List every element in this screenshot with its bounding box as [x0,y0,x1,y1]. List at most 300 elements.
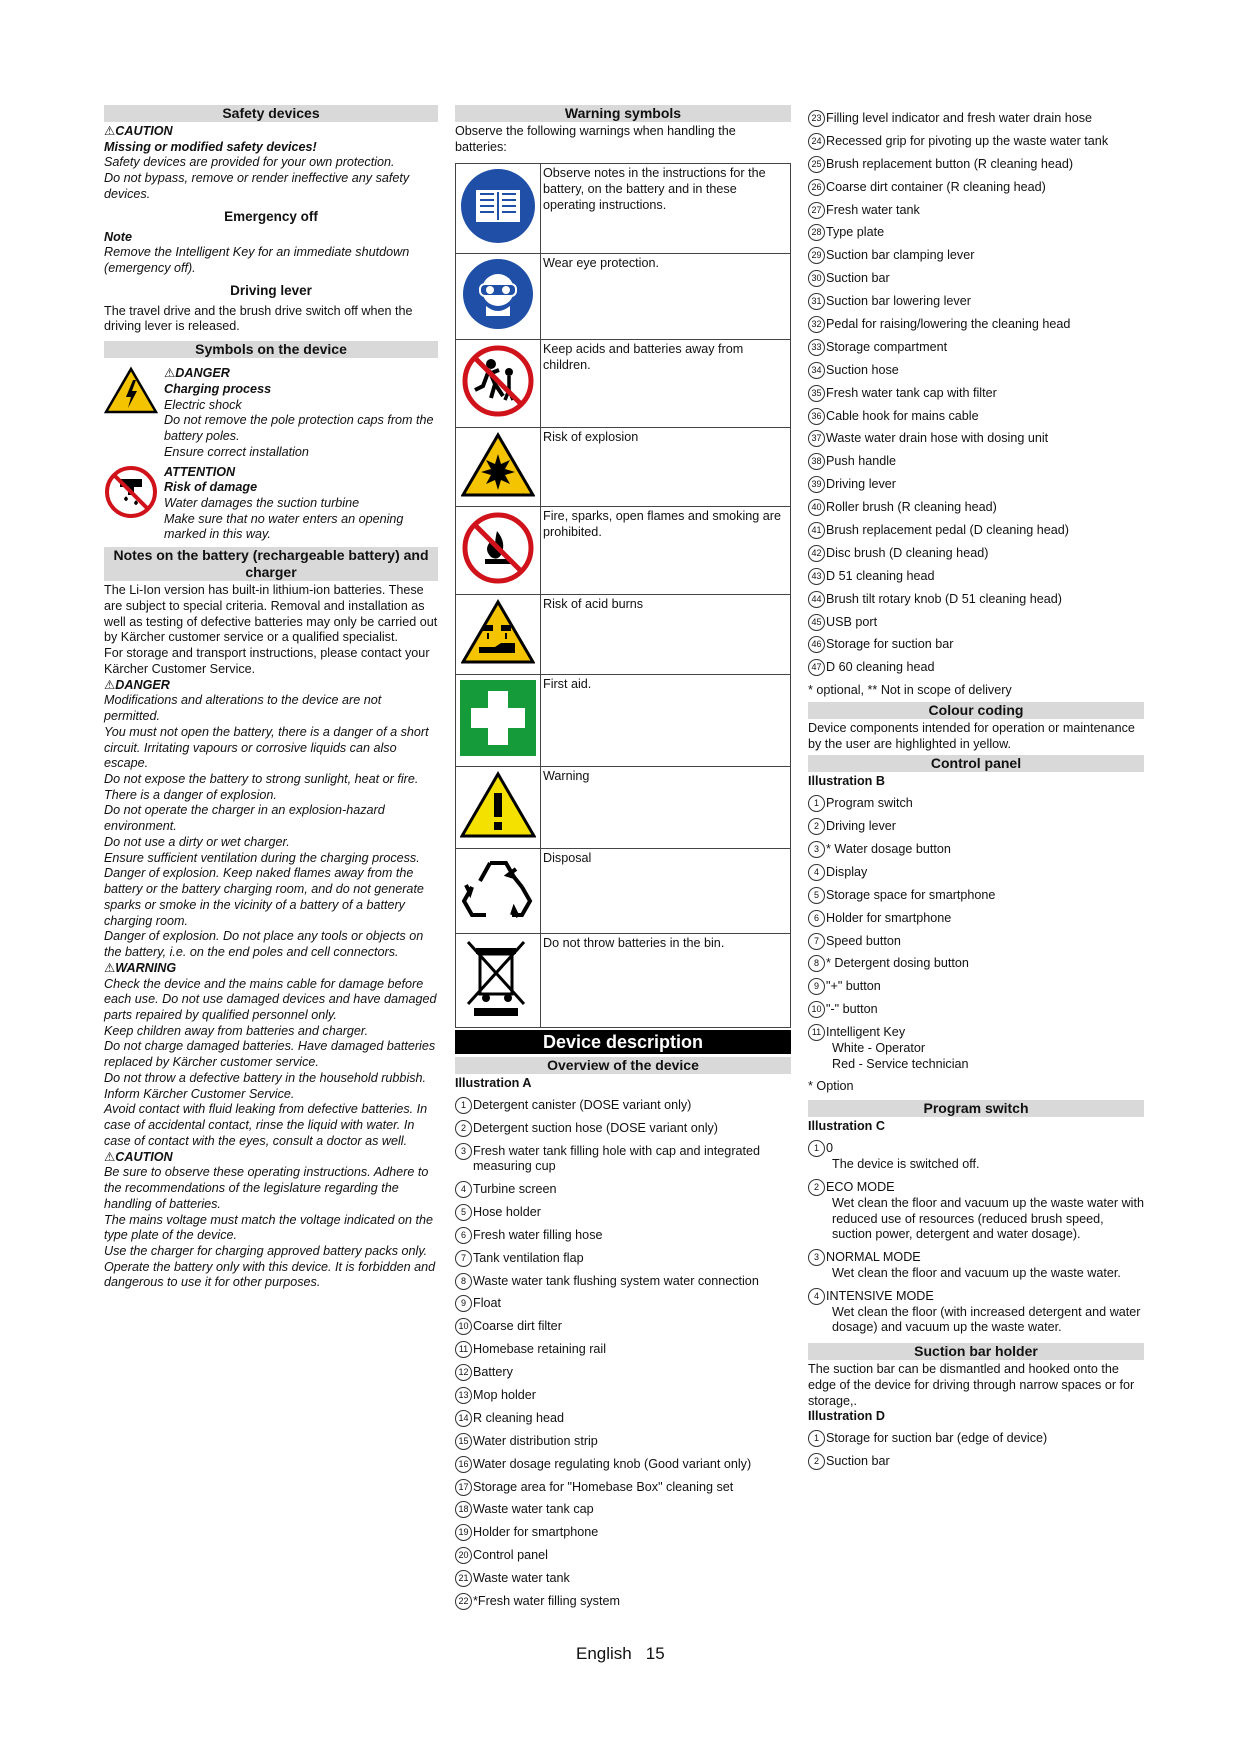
warning-icon [456,766,541,848]
caution2-line: Be sure to observe these operating instructions. Adhere to the recommendations of the legislature regarding the handling of batteries. [104,1165,429,1211]
list-item [455,1457,791,1473]
callout-number: 27 [808,202,825,219]
warning-text: Observe notes in the instructions for the battery, on the battery and in these operating instructions. [541,164,791,254]
callout-number: 28 [808,224,825,241]
list-item-label: Float [473,1296,501,1311]
callout-number: 12 [455,1364,472,1381]
callout-number: 46 [808,636,825,653]
danger-symbol-block [104,366,438,460]
list-item [808,225,1144,241]
list-item [455,1144,791,1175]
list-item-label: Water distribution strip [473,1433,598,1448]
callout-number: 4 [455,1181,472,1198]
list-item [455,1121,791,1137]
list-item [455,1296,791,1312]
list-item-label: 0 [826,1141,834,1156]
page-footer [576,1643,679,1664]
danger2-line: Do not expose the battery to strong sunlight, heat or fire. There is a danger of explosion. [104,771,419,802]
section-header-control-panel: Control panel [808,755,1144,772]
callout-number: 3 [455,1143,472,1160]
list-item-label: D 51 cleaning head [826,568,935,583]
list-item [808,796,1144,812]
list-item-label: Waste water tank [473,1571,570,1586]
list-item [808,569,1144,585]
callout-number: 2 [808,1453,825,1470]
list-item [455,1098,791,1114]
callout-number: 6 [808,910,825,927]
danger-title: Charging process [164,381,272,396]
warning-text: First aid. [541,675,791,767]
list-item [808,615,1144,631]
callout-number: 14 [455,1410,472,1427]
list-item-label: Program switch [826,796,913,811]
danger2-line: You must not open the battery, there is a danger of a short circuit. Irritating vapours or corrosive liquids can also escape. [104,724,429,771]
list-item [808,157,1144,173]
program-description: Wet clean the floor (with increased detergent and water dosage) and vacuum up the waste water. [832,1304,1141,1335]
list-item-label: ECO MODE [826,1179,895,1194]
section-header-suction-bar-holder: Suction bar holder [808,1343,1144,1360]
program-description: Wet clean the floor and vacuum up the waste water with reduced use of resources (reduced brush speed, suction power, detergent and water dosage). [832,1195,1144,1242]
callout-number: 36 [808,408,825,425]
callout-number: 41 [808,522,825,539]
callout-number: 24 [808,133,825,150]
list-item-label: Filling level indicator and fresh water drain hose [826,111,1093,125]
list-item-label: USB port [826,614,878,629]
list-item-label: Storage for suction bar [826,637,954,652]
section-header-device-description: Device description [455,1030,791,1054]
program-switch-list [808,1141,1144,1336]
callout-number: 10 [808,1001,825,1018]
list-item [455,1434,791,1450]
callout-number: 9 [455,1295,472,1312]
list-item-label: Brush tilt rotary knob (D 51 cleaning head) [826,591,1062,606]
danger-line: Ensure correct installation [164,444,309,459]
danger2-line: Danger of explosion. Keep naked flames away from the battery or the battery charging room, and do not generate sparks or smoke in the vicinity of a battery of a battery charging room. [104,866,424,928]
callout-number: 25 [808,156,825,173]
no-water-icon [104,465,164,544]
callout-number: 33 [808,339,825,356]
battery-paragraph: The Li-Ion version has built-in lithium-ion batteries. These are subject to special criteria. Removal and installation as well as testing of defective batteries may only be carried out by Kärcher customer service or a qualified specialist. [104,583,438,645]
danger-line: Do not remove the pole protection caps from the battery poles. [164,413,434,444]
list-item [455,1411,791,1427]
list-item [808,660,1144,676]
list-item-label: Suction bar lowering lever [826,294,971,309]
callout-number: 35 [808,385,825,402]
list-item-label: Driving lever [826,819,896,834]
list-item [455,1502,791,1518]
list-item-label: Waste water drain hose with dosing unit [826,431,1049,446]
caution-title: Missing or modified safety devices! [104,139,317,154]
callout-number: 34 [808,362,825,379]
attention-line: Water damages the suction turbine [164,495,360,510]
list-item [808,180,1144,196]
eye-protection-icon [456,254,541,340]
attention-label: ATTENTION [164,464,236,479]
list-item [808,1454,1144,1470]
section-header-safety-devices: Safety devices [104,105,438,122]
callout-number: 7 [808,933,825,950]
list-item [808,363,1144,379]
callout-number: 2 [808,1179,825,1196]
list-item-label: Suction bar clamping lever [826,248,975,263]
callout-number: 1 [455,1097,472,1114]
list-item [455,1365,791,1381]
danger2-line: Ensure sufficient ventilation during the charging process. [104,850,420,865]
warning-line: Keep children away from batteries and charger. [104,1023,369,1038]
callout-number: 11 [455,1341,472,1358]
table-row [456,595,791,675]
table-row [456,427,791,507]
callout-number: 4 [808,1288,825,1305]
illustration-b-label: Illustration B [808,774,885,789]
callout-number: 8 [455,1273,472,1290]
list-item-label: Type plate [826,225,885,240]
attention-title: Risk of damage [164,480,258,495]
list-item [808,1431,1144,1447]
section-header-overview: Overview of the device [455,1057,791,1074]
first-aid-icon [456,675,541,767]
callout-number: 37 [808,430,825,447]
illustration-a-label: Illustration A [455,1076,532,1091]
list-item-label: Display [826,864,868,879]
list-item-label: Waste water tank flushing system water connection [473,1273,759,1288]
note-text: Remove the Intelligent Key for an immediate shutdown (emergency off). [104,245,410,276]
list-item-label: *Fresh water filling system [473,1593,620,1608]
optional-note: * optional, ** Not in scope of delivery [808,683,1012,698]
list-item-label: Roller brush (R cleaning head) [826,500,997,515]
list-item-label: Water dosage regulating knob (Good variant only) [473,1456,752,1471]
list-item [808,819,1144,835]
acid-burns-icon [456,595,541,675]
callout-number: 44 [808,591,825,608]
list-item-label: Mop holder [473,1387,537,1402]
list-item [808,934,1144,950]
warning-line: Avoid contact with fluid leaking from defective batteries. In case of accidental contact, rinse the liquid with water. In case of contact with the eyes, consult a doctor as well. [104,1102,428,1148]
callout-number: 3 [808,841,825,858]
attention-line: Make sure that no water enters an opening marked in this way. [164,511,404,542]
electric-shock-icon [104,366,164,460]
suction-holder-list [808,1431,1144,1470]
list-item [455,1480,791,1496]
list-item-label: NORMAL MODE [826,1249,921,1264]
warning-line: Do not charge damaged batteries. Have damaged batteries replaced by Kärcher customer service. [104,1039,436,1070]
list-item [455,1548,791,1564]
list-item [455,1205,791,1221]
list-item-label: Control panel [473,1548,548,1563]
table-row [456,507,791,595]
caution-label: ⚠CAUTION [104,124,173,138]
list-item [808,1289,1144,1305]
list-item-label: Brush replacement pedal (D cleaning head) [826,523,1069,538]
list-item-label: Coarse dirt filter [473,1319,562,1334]
list-item [455,1525,791,1541]
list-item-label: R cleaning head [473,1410,565,1425]
list-item-label: Storage for suction bar (edge of device) [826,1431,1048,1446]
list-item [808,203,1144,219]
list-item-label: * Water dosage button [826,841,951,856]
footer-language: English [576,1644,632,1663]
list-item-label: Push handle [826,454,897,469]
callout-number: 43 [808,568,825,585]
callout-number: 11 [808,1024,825,1041]
list-item [808,431,1144,447]
list-item [808,637,1144,653]
column-right [808,105,1144,1477]
list-item-label: * Detergent dosing button [826,956,969,971]
attention-symbol-block [104,465,438,544]
list-item [455,1571,791,1587]
callout-number: 8 [808,955,825,972]
list-item [808,1025,1144,1041]
table-row [456,934,791,1028]
list-item [455,1251,791,1267]
list-item [808,979,1144,995]
list-item-label: Suction hose [826,362,899,377]
warning-line: Check the device and the mains cable for damage before each use. Do not use damaged devices and have damaged parts repaired by qualified personnel only. [104,976,437,1022]
callout-number: 26 [808,179,825,196]
callout-number: 6 [455,1227,472,1244]
callout-number: 4 [808,864,825,881]
warning-label: ⚠WARNING [104,960,177,975]
caution2-lines [104,1165,438,1291]
caution2-line: The mains voltage must match the voltage indicated on the type plate of the device. [104,1212,434,1243]
warning-text: Keep acids and batteries away from children. [541,339,791,427]
table-row [456,339,791,427]
note-label: Note [104,229,132,244]
list-item-label: Holder for smartphone [826,910,952,925]
list-item [808,317,1144,333]
subheader-driving-lever: Driving lever [230,282,312,298]
program-description: The device is switched off. [832,1157,980,1172]
callout-number: 1 [808,795,825,812]
list-item-label: "+" button [826,979,881,994]
page-number: 15 [645,1644,665,1663]
callout-number: 39 [808,476,825,493]
list-item-label: Suction bar [826,271,890,286]
list-item [455,1319,791,1335]
list-item-label: Suction bar [826,1454,890,1469]
callout-number: 1 [808,1140,825,1157]
danger-line: Electric shock [164,397,242,412]
device-parts-list [455,1098,791,1610]
list-item-label: Turbine screen [473,1181,557,1196]
list-item-label: Recessed grip for pivoting up the waste water tank [826,133,1109,148]
list-item-label: INTENSIVE MODE [826,1288,934,1303]
list-item [808,111,1144,127]
danger2-line: Danger of explosion. Do not place any tools or objects on the battery, i.e. on the end poles and cell connectors. [104,929,424,960]
callout-number: 20 [455,1547,472,1564]
warning-text: Risk of acid burns [541,595,791,675]
danger2-line: Modifications and alterations to the device are not permitted. [104,693,382,724]
callout-number: 21 [455,1570,472,1587]
list-item-label: Speed button [826,933,901,948]
program-description: Wet clean the floor and vacuum up the waste water. [832,1265,1121,1280]
list-item [808,477,1144,493]
danger2-line: Do not use a dirty or wet charger. [104,834,290,849]
list-item-label: D 60 cleaning head [826,660,935,675]
callout-number: 40 [808,499,825,516]
danger2-label: ⚠DANGER [104,677,170,692]
callout-number: 15 [455,1433,472,1450]
list-item [455,1228,791,1244]
callout-number: 32 [808,316,825,333]
no-bin-icon [456,934,541,1028]
list-item-label: Battery [473,1365,513,1380]
list-item-label: Cable hook for mains cable [826,408,979,423]
list-item [808,592,1144,608]
list-item [808,134,1144,150]
section-header-battery: Notes on the battery (rechargeable battery) and charger [104,547,438,581]
callout-number: 19 [455,1524,472,1541]
list-item-label: Fresh water filling hose [473,1227,603,1242]
callout-number: 30 [808,270,825,287]
danger2-lines [104,693,438,960]
callout-number: 17 [455,1479,472,1496]
callout-number: 38 [808,453,825,470]
read-manual-icon [456,164,541,254]
list-item [808,888,1144,904]
list-item [808,500,1144,516]
callout-number: 5 [808,887,825,904]
callout-number: 16 [455,1456,472,1473]
list-item-label: Intelligent Key [826,1025,906,1040]
caution-text: Safety devices are provided for your own protection. [104,155,395,170]
caution-text: Do not bypass, remove or render ineffective any safety devices. [104,171,410,201]
warning-text: Disposal [541,848,791,934]
callout-number: 45 [808,614,825,631]
list-item [808,409,1144,425]
callout-number: 31 [808,293,825,310]
list-item [455,1182,791,1198]
callout-number: 3 [808,1249,825,1266]
list-item [808,1250,1144,1266]
warning-text: Risk of explosion [541,427,791,507]
keep-away-children-icon [456,339,541,427]
callout-number: 23 [808,110,825,127]
list-item [455,1274,791,1290]
column-middle [455,105,791,1617]
list-item-label: Storage area for "Homebase Box" cleaning set [473,1479,734,1494]
list-item [808,523,1144,539]
list-item [455,1342,791,1358]
callout-number: 9 [808,978,825,995]
list-item [808,1002,1144,1018]
table-row [456,766,791,848]
callout-number: 13 [455,1387,472,1404]
list-item-label: Disc brush (D cleaning head) [826,545,989,560]
warning-text: Warning [541,766,791,848]
list-item [808,546,1144,562]
warning-text: Do not throw batteries in the bin. [541,934,791,1028]
callout-number: 7 [455,1250,472,1267]
battery-paragraph: For storage and transport instructions, please contact your Kärcher Customer Service. [104,646,430,676]
list-item-label: Storage space for smartphone [826,887,996,902]
list-item-label: Holder for smartphone [473,1525,599,1540]
list-item [808,956,1144,972]
list-item [808,294,1144,310]
list-item [808,248,1144,264]
warning-intro: Observe the following warnings when handling the batteries: [455,124,736,154]
section-header-warning-symbols: Warning symbols [455,105,791,122]
control-panel-list [808,796,1144,1072]
section-header-colour-coding: Colour coding [808,702,1144,719]
section-header-symbols: Symbols on the device [104,341,438,358]
warning-text: Fire, sparks, open flames and smoking are prohibited. [541,507,791,595]
list-item-label: "-" button [826,1002,878,1017]
callout-number: 1 [808,1430,825,1447]
warning-symbols-table [455,163,791,1028]
illustration-c-label: Illustration C [808,1119,885,1134]
section-header-program-switch: Program switch [808,1100,1144,1117]
list-item [808,271,1144,287]
callout-number: 5 [455,1204,472,1221]
list-item-label: Pedal for raising/lowering the cleaning head [826,317,1071,332]
list-item-label: Brush replacement button (R cleaning head) [826,156,1074,171]
table-row [456,254,791,340]
list-item [808,340,1144,356]
illustration-d-label: Illustration D [808,1409,885,1424]
table-row [456,848,791,934]
list-item [808,454,1144,470]
list-item [808,865,1144,881]
list-item-label: Homebase retaining rail [473,1342,607,1357]
danger-label: ⚠DANGER [164,366,230,381]
no-fire-icon [456,507,541,595]
callout-number: 18 [455,1501,472,1518]
list-item-label: Detergent suction hose (DOSE variant only) [473,1120,718,1135]
key-red-text: Red - Service technician [832,1056,969,1071]
suction-holder-text: The suction bar can be dismantled and hooked onto the edge of the device for driving through narrow spaces or for storage,. [808,1362,1135,1408]
driving-text: The travel drive and the brush drive switch off when the driving lever is released. [104,303,413,334]
callout-number: 10 [455,1318,472,1335]
caution2-label: ⚠CAUTION [104,1149,173,1164]
warning-text: Wear eye protection. [541,254,791,340]
warning-line: Do not throw a defective battery in the household rubbish. Inform Kärcher Customer Service. [104,1070,427,1101]
list-item-label: Waste water tank cap [473,1502,594,1517]
list-item-label: Detergent canister (DOSE variant only) [473,1097,692,1112]
explosion-icon [456,427,541,507]
callout-number: 22 [455,1593,472,1610]
callout-number: 42 [808,545,825,562]
list-item-label: Fresh water tank [826,202,920,217]
callout-number: 2 [808,818,825,835]
list-item [455,1594,791,1610]
device-parts-list-continued [808,111,1144,676]
table-row [456,675,791,767]
list-item [808,1141,1144,1157]
list-item [808,911,1144,927]
colour-coding-text: Device components intended for operation or maintenance by the user are highlighted in yellow. [808,721,1135,751]
danger2-line: Do not operate the charger in an explosion-hazard environment. [104,803,385,834]
key-white-text: White - Operator [832,1041,926,1056]
callout-number: 29 [808,247,825,264]
list-item-label: Fresh water tank filling hole with cap and integrated measuring cup [473,1143,761,1174]
callout-number: 2 [455,1120,472,1137]
list-item-label: Hose holder [473,1204,541,1219]
list-item-label: Tank ventilation flap [473,1250,584,1265]
warning-lines [104,977,438,1150]
option-note: * Option [808,1078,854,1093]
callout-number: 47 [808,659,825,676]
table-row [456,164,791,254]
caution2-line: Use the charger for charging approved battery packs only. Operate the battery only with this device. It is forbidden and dangerous to use it for other purposes. [104,1244,436,1290]
recycle-icon [456,848,541,934]
list-item [808,1180,1144,1196]
list-item-label: Fresh water tank cap with filter [826,385,997,400]
subheader-emergency-off: Emergency off [224,208,318,224]
list-item [808,386,1144,402]
list-item [808,842,1144,858]
